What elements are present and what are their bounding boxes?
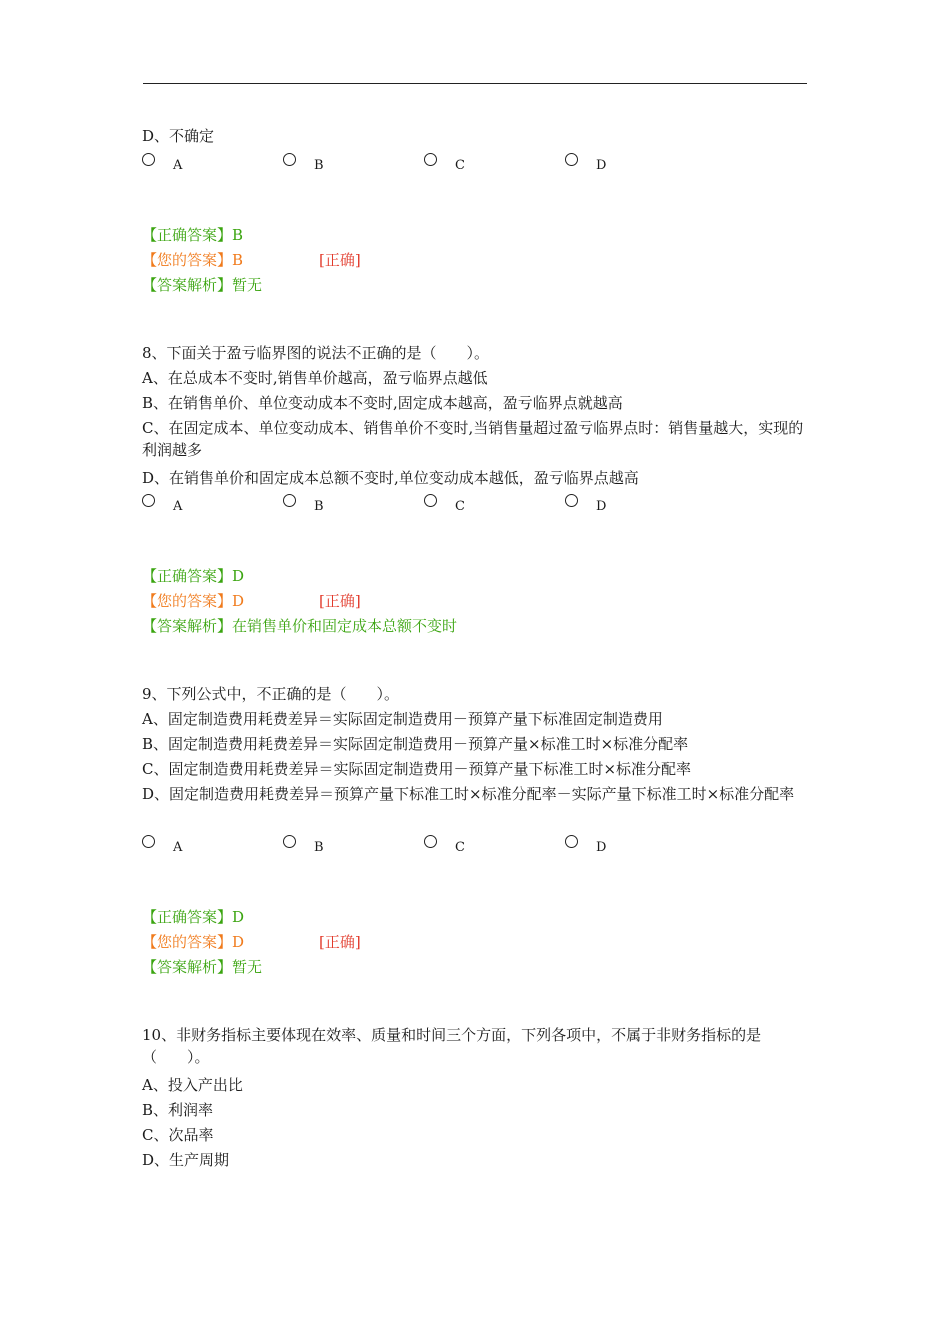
question-9-option-b: B、固定制造费用耗费差异＝实际固定制造费用－预算产量×标准工时×标准分配率 <box>142 735 689 753</box>
your-answer-value: D <box>232 592 245 610</box>
radio-circle-icon[interactable] <box>565 494 578 507</box>
radio-circle-icon[interactable] <box>424 153 437 166</box>
question-10-option-a: A、投入产出比 <box>142 1076 243 1094</box>
radio-circle-icon[interactable] <box>283 494 296 507</box>
radio-circle-icon[interactable] <box>142 494 155 507</box>
radio-circle-icon[interactable] <box>283 835 296 848</box>
radio-circle-icon[interactable] <box>424 494 437 507</box>
analysis-row <box>142 274 262 296</box>
radio-circle-icon[interactable] <box>565 835 578 848</box>
question-10-stem: 10、非财务指标主要体现在效率、质量和时间三个方面，下列各项中，不属于非财务指标的是（ ）。 <box>142 1026 762 1066</box>
analysis-label: 【答案解析】 <box>142 617 233 635</box>
status-badge: [正确] <box>319 933 361 951</box>
prev-option-d: D、不确定 <box>142 127 215 145</box>
analysis-value: 暂无 <box>232 276 263 294</box>
correct-answer-label: 【正确答案】 <box>142 908 233 926</box>
your-answer-label: 【您的答案】 <box>142 592 233 610</box>
your-answer-row <box>142 590 442 612</box>
analysis-value: 在销售单价和固定成本总额不变时 <box>232 617 458 635</box>
question-8-stem: 8、下面关于盈亏临界图的说法不正确的是（ ）。 <box>142 344 490 362</box>
question-9-option-d: D、固定制造费用耗费差异＝预算产量下标准工时×标准分配率－实际产量下标准工时×标准分配率 <box>142 785 795 803</box>
question-10-option-b: B、利润率 <box>142 1101 214 1119</box>
correct-answer-row <box>142 565 244 587</box>
your-answer-row <box>142 931 442 953</box>
question-8-option-d: D、在销售单价和固定成本总额不变时,单位变动成本越低，盈亏临界点越高 <box>142 469 639 487</box>
correct-answer-row <box>142 224 243 246</box>
radio-circle-icon[interactable] <box>283 153 296 166</box>
radio-circle-icon[interactable] <box>565 153 578 166</box>
correct-answer-row <box>142 906 244 928</box>
question-10-option-c: C、次品率 <box>142 1126 214 1144</box>
question-10-option-d: D、生产周期 <box>142 1151 230 1169</box>
radio-circle-icon[interactable] <box>142 153 155 166</box>
radio-circle-icon[interactable] <box>424 835 437 848</box>
correct-answer-value: D <box>232 567 245 585</box>
question-8-choices: A B C D <box>142 494 742 518</box>
your-answer-label: 【您的答案】 <box>142 251 233 269</box>
prev-choices: A B C D <box>142 153 742 177</box>
status-badge: [正确] <box>319 592 361 610</box>
question-8-option-a: A、在总成本不变时,销售单价越高，盈亏临界点越低 <box>142 369 488 387</box>
your-answer-value: D <box>232 933 245 951</box>
question-9-option-a: A、固定制造费用耗费差异＝实际固定制造费用－预算产量下标准固定制造费用 <box>142 710 663 728</box>
correct-answer-label: 【正确答案】 <box>142 226 233 244</box>
radio-circle-icon[interactable] <box>142 835 155 848</box>
analysis-row <box>142 615 457 637</box>
analysis-row <box>142 956 262 978</box>
analysis-label: 【答案解析】 <box>142 958 233 976</box>
your-answer-label: 【您的答案】 <box>142 933 233 951</box>
question-8-option-b: B、在销售单价、单位变动成本不变时,固定成本越高，盈亏临界点就越高 <box>142 394 623 412</box>
analysis-value: 暂无 <box>232 958 263 976</box>
your-answer-value: B <box>232 251 244 269</box>
status-badge: [正确] <box>319 251 361 269</box>
header-rule <box>143 83 807 84</box>
question-9-choices: A B C D <box>142 835 742 859</box>
analysis-label: 【答案解析】 <box>142 276 233 294</box>
correct-answer-label: 【正确答案】 <box>142 567 233 585</box>
question-8-option-c: C、在固定成本、单位变动成本、销售单价不变时,当销售量超过盈亏临界点时：销售量越大，实现的利润越多 <box>142 419 804 459</box>
correct-answer-value: B <box>232 226 244 244</box>
your-answer-row <box>142 249 442 271</box>
correct-answer-value: D <box>232 908 245 926</box>
question-9-option-c: C、固定制造费用耗费差异＝实际固定制造费用－预算产量下标准工时×标准分配率 <box>142 760 692 778</box>
question-9-stem: 9、下列公式中，不正确的是（ ）。 <box>142 685 400 703</box>
